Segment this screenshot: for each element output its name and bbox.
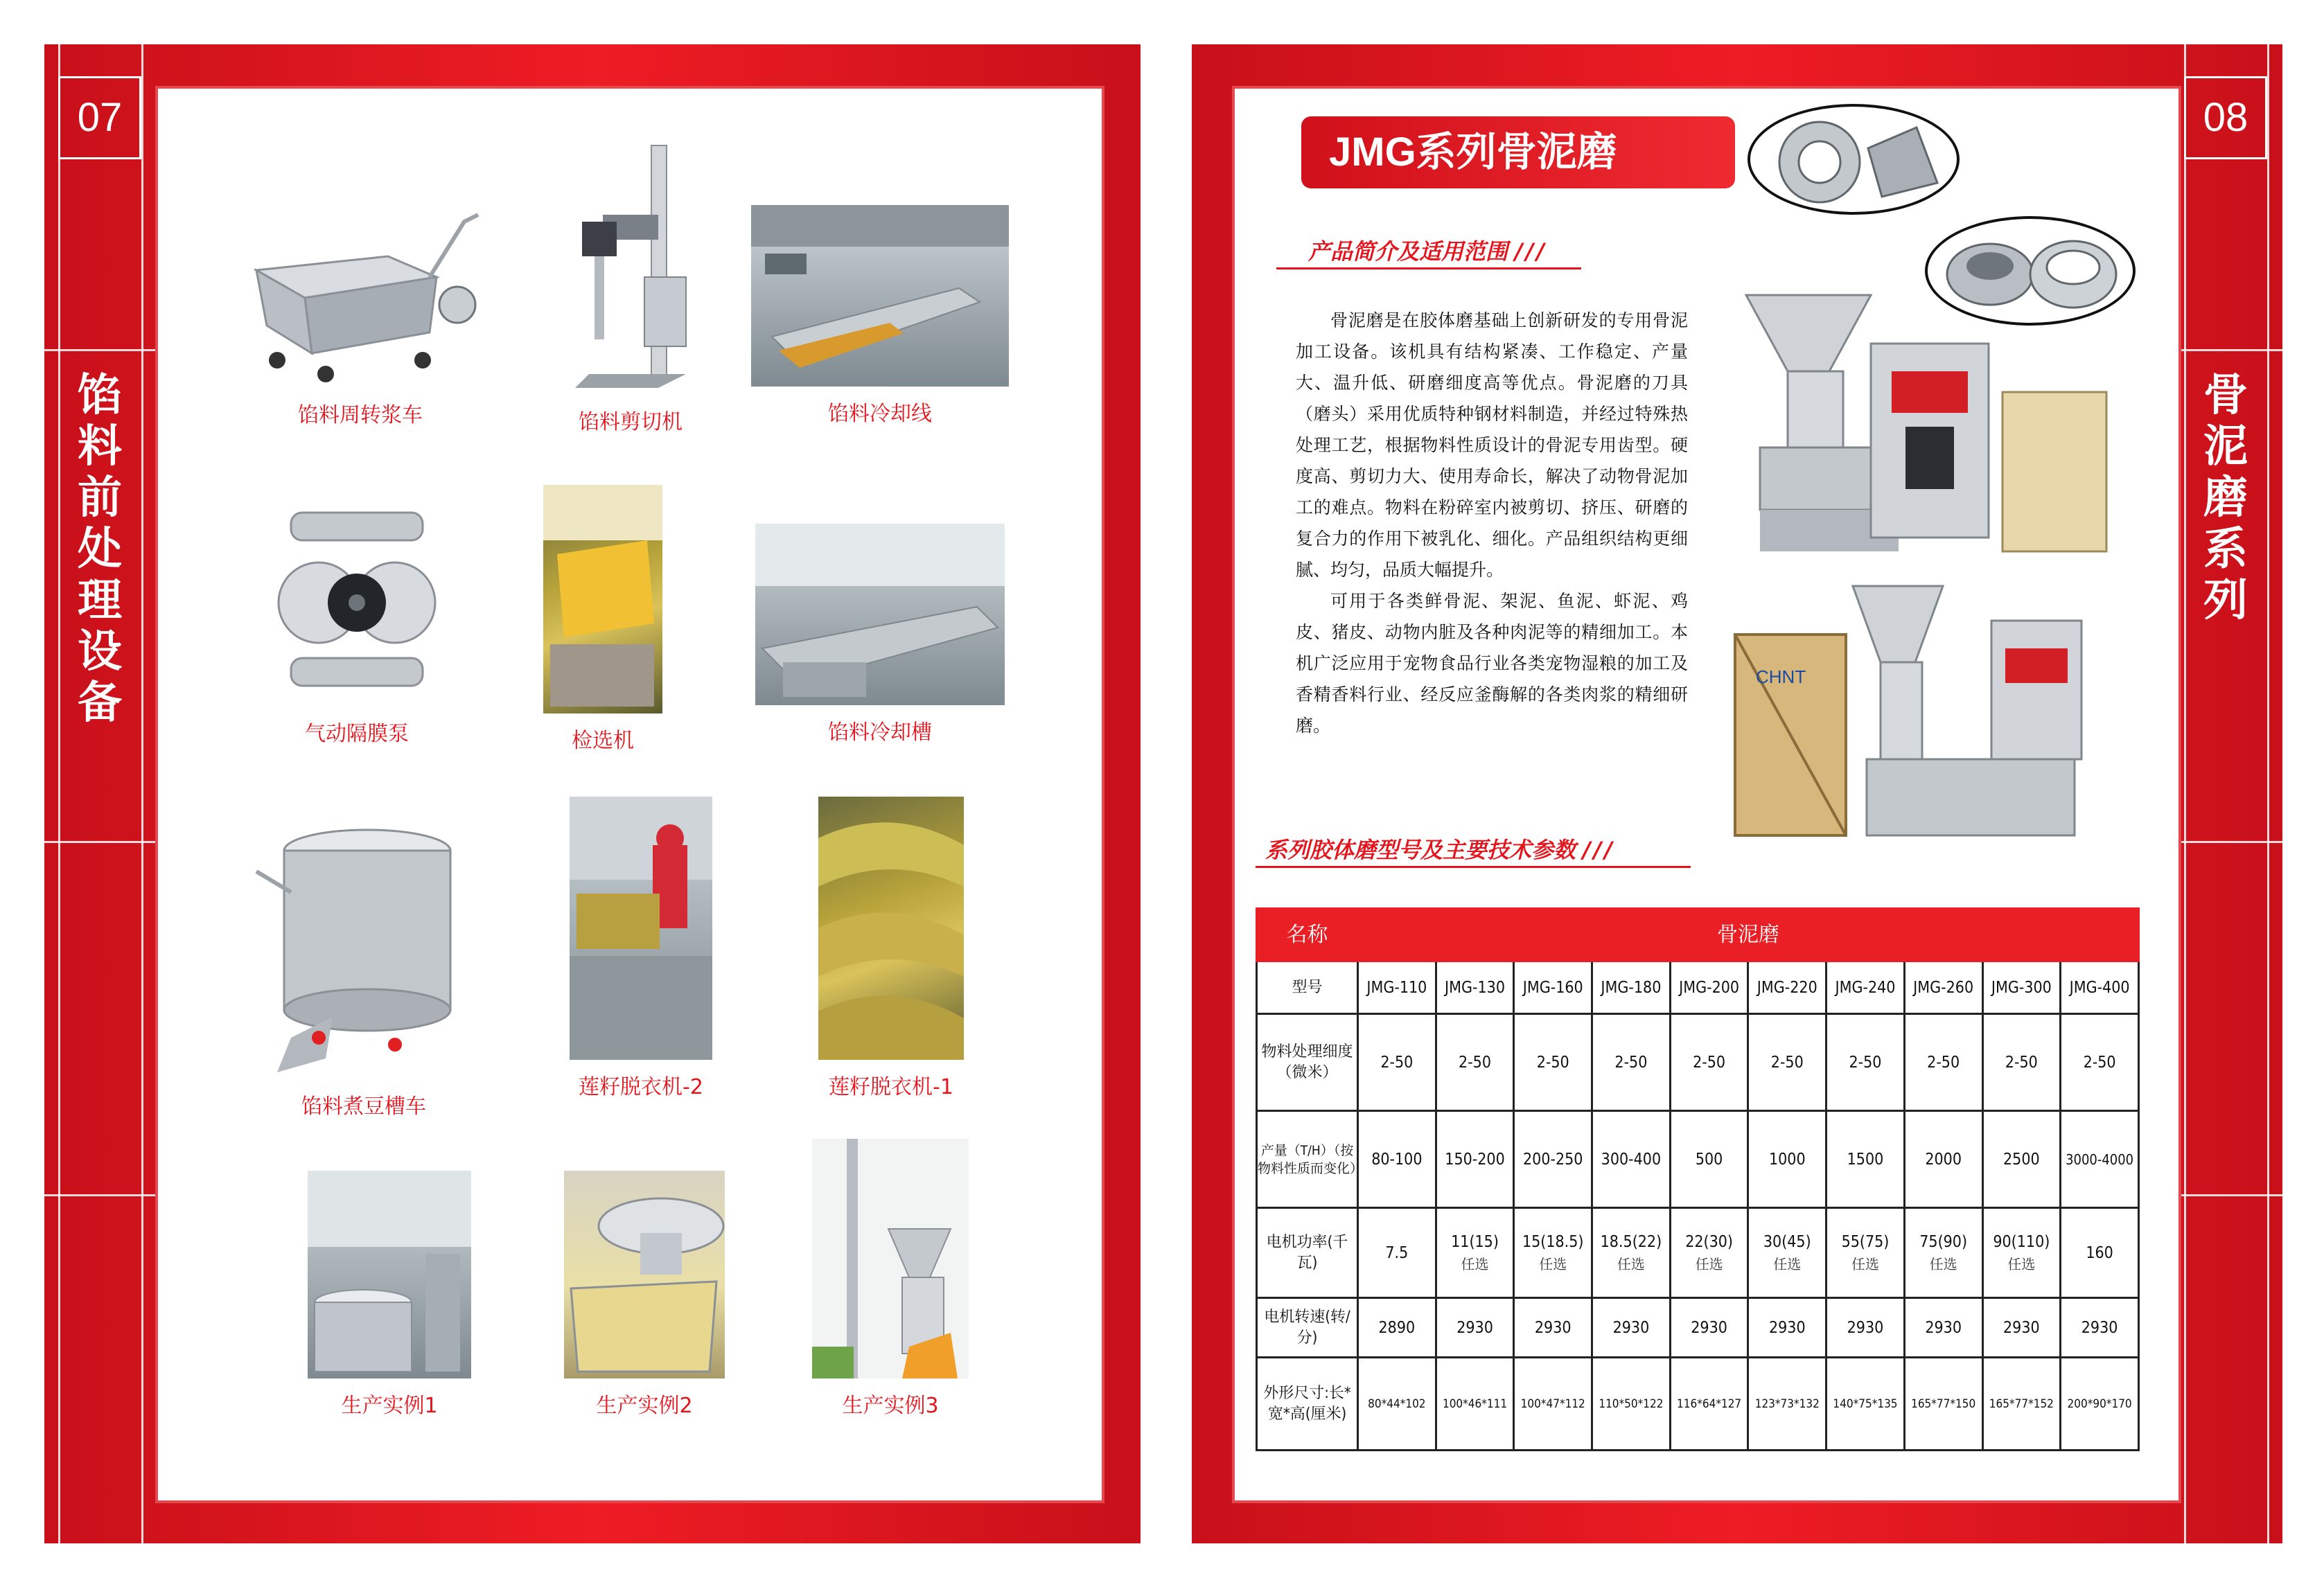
- table-cell: 2-50: [1670, 1014, 1748, 1111]
- table-row: [1257, 1358, 2139, 1451]
- product-photo: [308, 1171, 471, 1378]
- table-cell: 2930: [1904, 1298, 1982, 1358]
- page-number: 07: [58, 76, 141, 159]
- table-cell: [1904, 1208, 1982, 1298]
- frame-line: [2181, 349, 2282, 351]
- product-caption: 气动隔膜泵: [305, 722, 409, 746]
- product-caption: 馅料冷却线: [828, 402, 932, 426]
- table-cell: 2930: [1514, 1298, 1592, 1358]
- frame-line: [2181, 841, 2282, 843]
- product-photo: [812, 1139, 969, 1378]
- product-caption: 馅料周转浆车: [298, 403, 423, 427]
- table-cell: [1514, 1208, 1592, 1298]
- product-item: [748, 524, 1012, 745]
- grinding-gear-icon: [1750, 107, 1957, 212]
- table-cell: 2-50: [1826, 1014, 1905, 1111]
- product-item: [299, 1171, 479, 1419]
- table-row: [1257, 1111, 2139, 1208]
- cell-value: 55(75): [1841, 1232, 1890, 1251]
- cell-value: 18.5(22): [1600, 1232, 1662, 1251]
- table-cell: 2-50: [1904, 1014, 1982, 1111]
- table-cell: 116*64*127: [1670, 1358, 1748, 1451]
- row-label: 型号: [1257, 961, 1358, 1014]
- table-cell: JMG-130: [1436, 961, 1514, 1014]
- cell-note: 任选: [1773, 1255, 1802, 1273]
- cell-value: 30(45): [1763, 1232, 1811, 1251]
- table-cell: 500: [1670, 1111, 1748, 1208]
- section-underline: [1256, 866, 1691, 868]
- table-cell: 2-50: [1982, 1014, 2061, 1111]
- cell-note: 任选: [2007, 1255, 2036, 1273]
- cell-note: 任选: [1617, 1255, 1645, 1273]
- lotus-peeler-1-icon: [818, 797, 964, 1060]
- cell-note: 任选: [1851, 1255, 1879, 1273]
- product-item: [748, 205, 1012, 427]
- table-cell: 123*73*132: [1748, 1358, 1826, 1451]
- table-cell: 2-50: [1514, 1014, 1592, 1111]
- section-title: [1265, 833, 1615, 865]
- table-cell: 2930: [1436, 1298, 1514, 1358]
- product-item: [229, 194, 492, 428]
- table-cell: 1000: [1748, 1111, 1826, 1208]
- table-cell: JMG-180: [1592, 961, 1671, 1014]
- product-photo: [751, 205, 1009, 387]
- table-cell: JMG-260: [1904, 961, 1982, 1014]
- frame-line: [2184, 44, 2186, 1543]
- table-cell: JMG-220: [1748, 961, 1826, 1014]
- description-paragraph: 可用于各类鲜骨泥、架泥、鱼泥、虾泥、鸡皮、猪皮、动物内脏及各种肉泥等的精细加工。本机广泛应用于宠物食品行业各类宠物湿粮的加工及香精香料行业、经反应釜酶解的各类肉浆的精细研磨。: [1296, 591, 1688, 736]
- table-cell: 165*77*152: [1982, 1358, 2061, 1451]
- row-label: 物料处理细度（微米）: [1257, 1014, 1358, 1111]
- frame-line: [2267, 44, 2269, 1543]
- section-title-text: 产品简介及适用范围: [1308, 238, 1508, 265]
- lotus-peeler-2-icon: [570, 797, 712, 1060]
- product-photo: [818, 797, 964, 1060]
- table-cell: 165*77*150: [1904, 1358, 1982, 1451]
- cell-value: 15(18.5): [1522, 1232, 1584, 1251]
- bean-boiling-cart-icon: [249, 809, 478, 1079]
- side-title: 骨 泥 磨 系 列: [2203, 370, 2248, 626]
- cell-value: 75(90): [1919, 1232, 1968, 1251]
- machine-photo-1: [1732, 288, 2120, 572]
- product-item: [804, 1139, 977, 1419]
- table-cell: [1670, 1208, 1748, 1298]
- table-cell: 3000-4000: [2061, 1111, 2139, 1208]
- frame-line: [44, 349, 155, 351]
- product-caption: 馅料煮豆槽车: [301, 1094, 426, 1119]
- table-cell: 2-50: [2061, 1014, 2139, 1111]
- production-example-1-icon: [308, 1171, 471, 1378]
- cell-value: 7.5: [1385, 1243, 1409, 1262]
- row-label: 外形尺寸:长*宽*高(厘米): [1257, 1358, 1358, 1451]
- cooling-tank-icon: [755, 524, 1005, 705]
- table-cell: 200-250: [1514, 1111, 1592, 1208]
- description-paragraph: 骨泥磨是在胶体磨基础上创新研发的专用骨泥加工设备。该机具有结构紧凑、工作稳定、产量大、温升低、研磨细度高等优点。骨泥磨的刀具（磨头）采用优质特种钢材料制造，并经过特殊热处理工艺，根据物料性质设计的骨泥专用齿型。硬度高、剪切力大、使用寿命长，解决了动物骨泥加工的难点。物料在粉碎室内被剪切、挤压、研磨的复合力的作用下被乳化、细化。产品组织结构更细腻、均匀，品质大幅提升。: [1296, 310, 1688, 580]
- product-caption: 检选机: [572, 729, 634, 753]
- product-item: [527, 485, 679, 754]
- diaphragm-pump-icon: [277, 499, 437, 707]
- section-title-bars: ///: [1515, 238, 1548, 265]
- table-header-label: 名称: [1257, 909, 1358, 961]
- cell-value: 11(15): [1451, 1232, 1499, 1251]
- box-label: CHNT: [1756, 666, 1806, 687]
- cell-note: 任选: [1461, 1255, 1489, 1273]
- shear-mixer-icon: [561, 139, 700, 395]
- product-photo: [277, 499, 437, 707]
- product-photo: [570, 797, 712, 1060]
- product-photo: [755, 524, 1005, 705]
- sorting-machine-icon: [543, 485, 662, 713]
- table-cell: [1982, 1208, 2061, 1298]
- table-header-row: [1257, 909, 2139, 961]
- table-cell: 2-50: [1436, 1014, 1514, 1111]
- product-caption: 馅料冷却槽: [828, 720, 932, 745]
- table-cell: 110*50*122: [1592, 1358, 1671, 1451]
- cell-note: 任选: [1539, 1255, 1567, 1273]
- table-cell: 2-50: [1748, 1014, 1826, 1111]
- page-number: 08: [2184, 76, 2267, 159]
- table-cell: 2-50: [1592, 1014, 1671, 1111]
- table-cell: 2930: [1748, 1298, 1826, 1358]
- table-cell: 100*46*111: [1436, 1358, 1514, 1451]
- table-cell: 100*47*112: [1514, 1358, 1592, 1451]
- table-row: [1257, 961, 2139, 1014]
- table-cell: [1592, 1208, 1671, 1298]
- product-caption: 莲籽脱衣机-2: [579, 1075, 703, 1099]
- grinding-parts-photo: [1748, 104, 1960, 215]
- cell-value: 22(30): [1685, 1232, 1733, 1251]
- product-caption: 莲籽脱衣机-1: [829, 1075, 953, 1099]
- frame-line: [44, 1194, 155, 1196]
- table-cell: 2000: [1904, 1111, 1982, 1208]
- frame-line: [58, 44, 60, 1543]
- table-cell: JMG-110: [1358, 961, 1436, 1014]
- table-cell: 140*75*135: [1826, 1358, 1905, 1451]
- product-photo: [561, 139, 700, 395]
- production-example-2-icon: [564, 1171, 725, 1378]
- product-caption: 生产实例2: [596, 1394, 693, 1418]
- table-cell: 200*90*170: [2061, 1358, 2139, 1451]
- cooling-line-icon: [751, 205, 1009, 387]
- table-row: [1257, 1298, 2139, 1358]
- table-cell: 2930: [1826, 1298, 1905, 1358]
- table-cell: 1500: [1826, 1111, 1905, 1208]
- table-cell: JMG-200: [1670, 961, 1748, 1014]
- machine-photo-2: [1728, 579, 2113, 842]
- cell-note: 任选: [1695, 1255, 1723, 1273]
- table-cell: 2890: [1358, 1298, 1436, 1358]
- frame-line: [141, 44, 143, 1543]
- slurry-cart-icon: [236, 194, 485, 388]
- product-photo: [543, 485, 662, 713]
- table-row: [1257, 1208, 2139, 1298]
- cell-value: 160: [2086, 1243, 2113, 1262]
- table-cell: 2930: [1982, 1298, 2061, 1358]
- table-cell: 2930: [1670, 1298, 1748, 1358]
- product-item: [270, 499, 443, 747]
- table-header-value: 骨泥磨: [1358, 909, 2139, 961]
- production-example-3-icon: [812, 1139, 969, 1378]
- spec-table: [1256, 907, 2140, 1451]
- product-item: [554, 1171, 734, 1419]
- section-title: [1308, 234, 1547, 266]
- product-photo: [249, 809, 478, 1079]
- table-cell: JMG-240: [1826, 961, 1905, 1014]
- cell-note: 任选: [1929, 1255, 1957, 1273]
- table-cell: [1826, 1208, 1905, 1298]
- table-row: [1257, 1014, 2139, 1111]
- table-cell: 150-200: [1436, 1111, 1514, 1208]
- product-description: [1296, 305, 1688, 741]
- product-caption: 生产实例3: [842, 1394, 939, 1418]
- table-cell: 80*44*102: [1358, 1358, 1436, 1451]
- table-cell: JMG-400: [2061, 961, 2139, 1014]
- product-caption: 生产实例1: [341, 1394, 438, 1418]
- product-item: [808, 797, 974, 1100]
- section-title-text: 系列胶体磨型号及主要技术参数: [1265, 837, 1576, 863]
- table-cell: [1748, 1208, 1826, 1298]
- frame-line: [44, 841, 155, 843]
- table-cell: 2-50: [1358, 1014, 1436, 1111]
- table-cell: 300-400: [1592, 1111, 1671, 1208]
- side-title: 馅 料 前 处 理 设 备: [78, 370, 122, 729]
- frame-line: [2181, 1194, 2282, 1196]
- table-cell: 2930: [2061, 1298, 2139, 1358]
- product-item: [561, 797, 721, 1100]
- row-label: 产量（T/H）（按物料性质而变化）: [1257, 1111, 1358, 1208]
- table-cell: 2930: [1592, 1298, 1671, 1358]
- table-cell: [2061, 1208, 2139, 1298]
- product-caption: 馅料剪切机: [579, 410, 683, 434]
- table-cell: [1436, 1208, 1514, 1298]
- product-item: [554, 139, 707, 435]
- table-cell: JMG-300: [1982, 961, 2061, 1014]
- table-cell: 80-100: [1358, 1111, 1436, 1208]
- series-banner: JMG系列骨泥磨: [1301, 116, 1735, 188]
- product-photo: [236, 194, 485, 388]
- row-label: 电机功率(千瓦): [1257, 1208, 1358, 1298]
- table-cell: 2500: [1982, 1111, 2061, 1208]
- bone-mill-crated-icon: [1728, 579, 2113, 842]
- cell-value: 90(110): [1993, 1232, 2050, 1251]
- product-photo: [564, 1171, 725, 1378]
- row-label: 电机转速(转/分): [1257, 1298, 1358, 1358]
- bone-mill-icon: [1732, 288, 2120, 572]
- product-item: [243, 809, 485, 1119]
- section-title-bars: ///: [1583, 837, 1616, 863]
- table-cell: JMG-160: [1514, 961, 1592, 1014]
- table-cell: [1358, 1208, 1436, 1298]
- section-underline: [1276, 267, 1581, 269]
